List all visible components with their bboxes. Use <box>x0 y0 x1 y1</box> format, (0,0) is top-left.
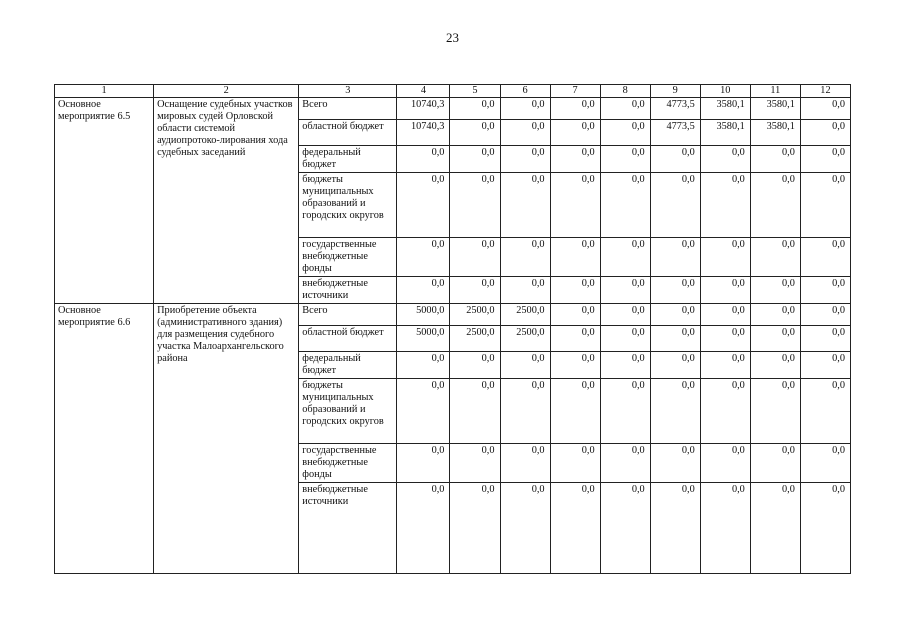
amount-cell: 0,0 <box>650 304 700 326</box>
amount-cell: 0,0 <box>700 444 750 483</box>
amount-cell: 0,0 <box>550 146 600 173</box>
amount-cell: 0,0 <box>800 146 850 173</box>
column-number-row <box>55 85 851 98</box>
amount-cell: 0,0 <box>397 379 450 444</box>
amount-cell: 0,0 <box>650 444 700 483</box>
amount-cell: 4773,5 <box>650 120 700 146</box>
amount-cell: 0,0 <box>800 352 850 379</box>
amount-cell: 3580,1 <box>750 98 800 120</box>
amount-cell: 0,0 <box>600 326 650 352</box>
amount-cell: 0,0 <box>800 326 850 352</box>
amount-cell: 0,0 <box>550 277 600 304</box>
amount-cell: 0,0 <box>500 352 550 379</box>
amount-cell: 0,0 <box>600 173 650 238</box>
amount-cell: 0,0 <box>750 304 800 326</box>
column-header: 10 <box>700 85 750 98</box>
amount-cell: 0,0 <box>650 483 700 574</box>
amount-cell: 0,0 <box>750 173 800 238</box>
amount-cell: 0,0 <box>750 352 800 379</box>
amount-cell: 0,0 <box>800 120 850 146</box>
amount-cell: 0,0 <box>600 483 650 574</box>
amount-cell: 0,0 <box>397 444 450 483</box>
amount-cell: 0,0 <box>550 352 600 379</box>
amount-cell: 0,0 <box>650 238 700 277</box>
amount-cell: 10740,3 <box>397 120 450 146</box>
column-header: 7 <box>550 85 600 98</box>
amount-cell: 0,0 <box>600 277 650 304</box>
amount-cell: 0,0 <box>700 173 750 238</box>
amount-cell: 0,0 <box>500 98 550 120</box>
amount-cell: 0,0 <box>700 326 750 352</box>
amount-cell: 0,0 <box>450 173 500 238</box>
table-row <box>55 304 851 326</box>
amount-cell: 0,0 <box>650 379 700 444</box>
amount-cell: 0,0 <box>450 444 500 483</box>
amount-cell: 0,0 <box>450 379 500 444</box>
amount-cell: 0,0 <box>800 483 850 574</box>
amount-cell: 0,0 <box>500 277 550 304</box>
amount-cell: 0,0 <box>550 98 600 120</box>
amount-cell: 0,0 <box>750 238 800 277</box>
amount-cell: 0,0 <box>500 483 550 574</box>
column-header: 2 <box>154 85 299 98</box>
amount-cell: 0,0 <box>550 304 600 326</box>
amount-cell: 0,0 <box>650 173 700 238</box>
amount-cell: 0,0 <box>800 444 850 483</box>
column-header: 6 <box>500 85 550 98</box>
funding-source-cell: бюджеты муниципальных образований и городских округов <box>299 173 397 238</box>
amount-cell: 0,0 <box>500 173 550 238</box>
amount-cell: 0,0 <box>650 352 700 379</box>
column-header: 5 <box>450 85 500 98</box>
amount-cell: 2500,0 <box>450 304 500 326</box>
funding-source-cell: Всего <box>299 304 397 326</box>
event-description-cell: Оснащение судебных участков мировых судей Орловской области системой аудиопротоко-лирования хода судебных заседаний <box>154 98 299 304</box>
amount-cell: 0,0 <box>550 173 600 238</box>
amount-cell: 0,0 <box>550 120 600 146</box>
event-name-cell: Основное мероприятие 6.6 <box>55 304 154 574</box>
funding-source-cell: областной бюджет <box>299 120 397 146</box>
amount-cell: 0,0 <box>750 326 800 352</box>
event-description-cell: Приобретение объекта (административного здания) для размещения судебного участка Малоархангельского района <box>154 304 299 574</box>
amount-cell: 10740,3 <box>397 98 450 120</box>
amount-cell: 5000,0 <box>397 304 450 326</box>
funding-source-cell: бюджеты муниципальных образований и городских округов <box>299 379 397 444</box>
column-header: 8 <box>600 85 650 98</box>
amount-cell: 0,0 <box>450 277 500 304</box>
amount-cell: 0,0 <box>500 444 550 483</box>
column-header: 9 <box>650 85 700 98</box>
amount-cell: 0,0 <box>750 146 800 173</box>
amount-cell: 0,0 <box>650 146 700 173</box>
amount-cell: 0,0 <box>500 146 550 173</box>
column-header: 3 <box>299 85 397 98</box>
amount-cell: 0,0 <box>650 277 700 304</box>
funding-source-cell: государственные внебюджетные фонды <box>299 444 397 483</box>
funding-source-cell: федеральный бюджет <box>299 352 397 379</box>
amount-cell: 0,0 <box>700 277 750 304</box>
amount-cell: 0,0 <box>800 173 850 238</box>
amount-cell: 0,0 <box>500 379 550 444</box>
amount-cell: 0,0 <box>450 238 500 277</box>
amount-cell: 0,0 <box>600 304 650 326</box>
page-number: 23 <box>446 30 459 45</box>
funding-source-cell: федеральный бюджет <box>299 146 397 173</box>
amount-cell: 0,0 <box>800 98 850 120</box>
amount-cell: 0,0 <box>450 98 500 120</box>
amount-cell: 3580,1 <box>750 120 800 146</box>
amount-cell: 2500,0 <box>500 304 550 326</box>
amount-cell: 0,0 <box>750 379 800 444</box>
amount-cell: 0,0 <box>600 379 650 444</box>
amount-cell: 0,0 <box>397 483 450 574</box>
amount-cell: 0,0 <box>397 173 450 238</box>
funding-source-cell: Всего <box>299 98 397 120</box>
amount-cell: 0,0 <box>397 238 450 277</box>
amount-cell: 0,0 <box>450 483 500 574</box>
column-header: 12 <box>800 85 850 98</box>
amount-cell: 0,0 <box>550 326 600 352</box>
amount-cell: 0,0 <box>700 238 750 277</box>
amount-cell: 3580,1 <box>700 98 750 120</box>
amount-cell: 0,0 <box>550 483 600 574</box>
funding-source-cell: областной бюджет <box>299 326 397 352</box>
amount-cell: 0,0 <box>750 483 800 574</box>
amount-cell: 0,0 <box>450 120 500 146</box>
amount-cell: 0,0 <box>397 277 450 304</box>
amount-cell: 0,0 <box>700 304 750 326</box>
amount-cell: 0,0 <box>600 146 650 173</box>
funding-source-cell: внебюджетные источники <box>299 277 397 304</box>
amount-cell: 0,0 <box>550 379 600 444</box>
amount-cell: 0,0 <box>397 146 450 173</box>
amount-cell: 0,0 <box>600 120 650 146</box>
amount-cell: 0,0 <box>700 352 750 379</box>
amount-cell: 0,0 <box>700 146 750 173</box>
amount-cell: 0,0 <box>750 277 800 304</box>
amount-cell: 0,0 <box>650 326 700 352</box>
amount-cell: 0,0 <box>800 304 850 326</box>
amount-cell: 0,0 <box>600 98 650 120</box>
amount-cell: 0,0 <box>600 238 650 277</box>
amount-cell: 0,0 <box>800 277 850 304</box>
amount-cell: 0,0 <box>500 120 550 146</box>
amount-cell: 2500,0 <box>500 326 550 352</box>
amount-cell: 5000,0 <box>397 326 450 352</box>
amount-cell: 0,0 <box>550 238 600 277</box>
table-row <box>55 98 851 120</box>
amount-cell: 0,0 <box>600 444 650 483</box>
amount-cell: 0,0 <box>450 146 500 173</box>
amount-cell: 0,0 <box>500 238 550 277</box>
column-header: 4 <box>397 85 450 98</box>
funding-table <box>54 84 851 574</box>
funding-source-cell: государственные внебюджетные фонды <box>299 238 397 277</box>
amount-cell: 0,0 <box>550 444 600 483</box>
amount-cell: 3580,1 <box>700 120 750 146</box>
amount-cell: 0,0 <box>700 379 750 444</box>
amount-cell: 0,0 <box>397 352 450 379</box>
amount-cell: 0,0 <box>800 238 850 277</box>
amount-cell: 2500,0 <box>450 326 500 352</box>
column-header: 11 <box>750 85 800 98</box>
amount-cell: 0,0 <box>600 352 650 379</box>
amount-cell: 0,0 <box>450 352 500 379</box>
amount-cell: 4773,5 <box>650 98 700 120</box>
amount-cell: 0,0 <box>750 444 800 483</box>
funding-source-cell: внебюджетные источники <box>299 483 397 574</box>
amount-cell: 0,0 <box>700 483 750 574</box>
event-name-cell: Основное мероприятие 6.5 <box>55 98 154 304</box>
amount-cell: 0,0 <box>800 379 850 444</box>
column-header: 1 <box>55 85 154 98</box>
